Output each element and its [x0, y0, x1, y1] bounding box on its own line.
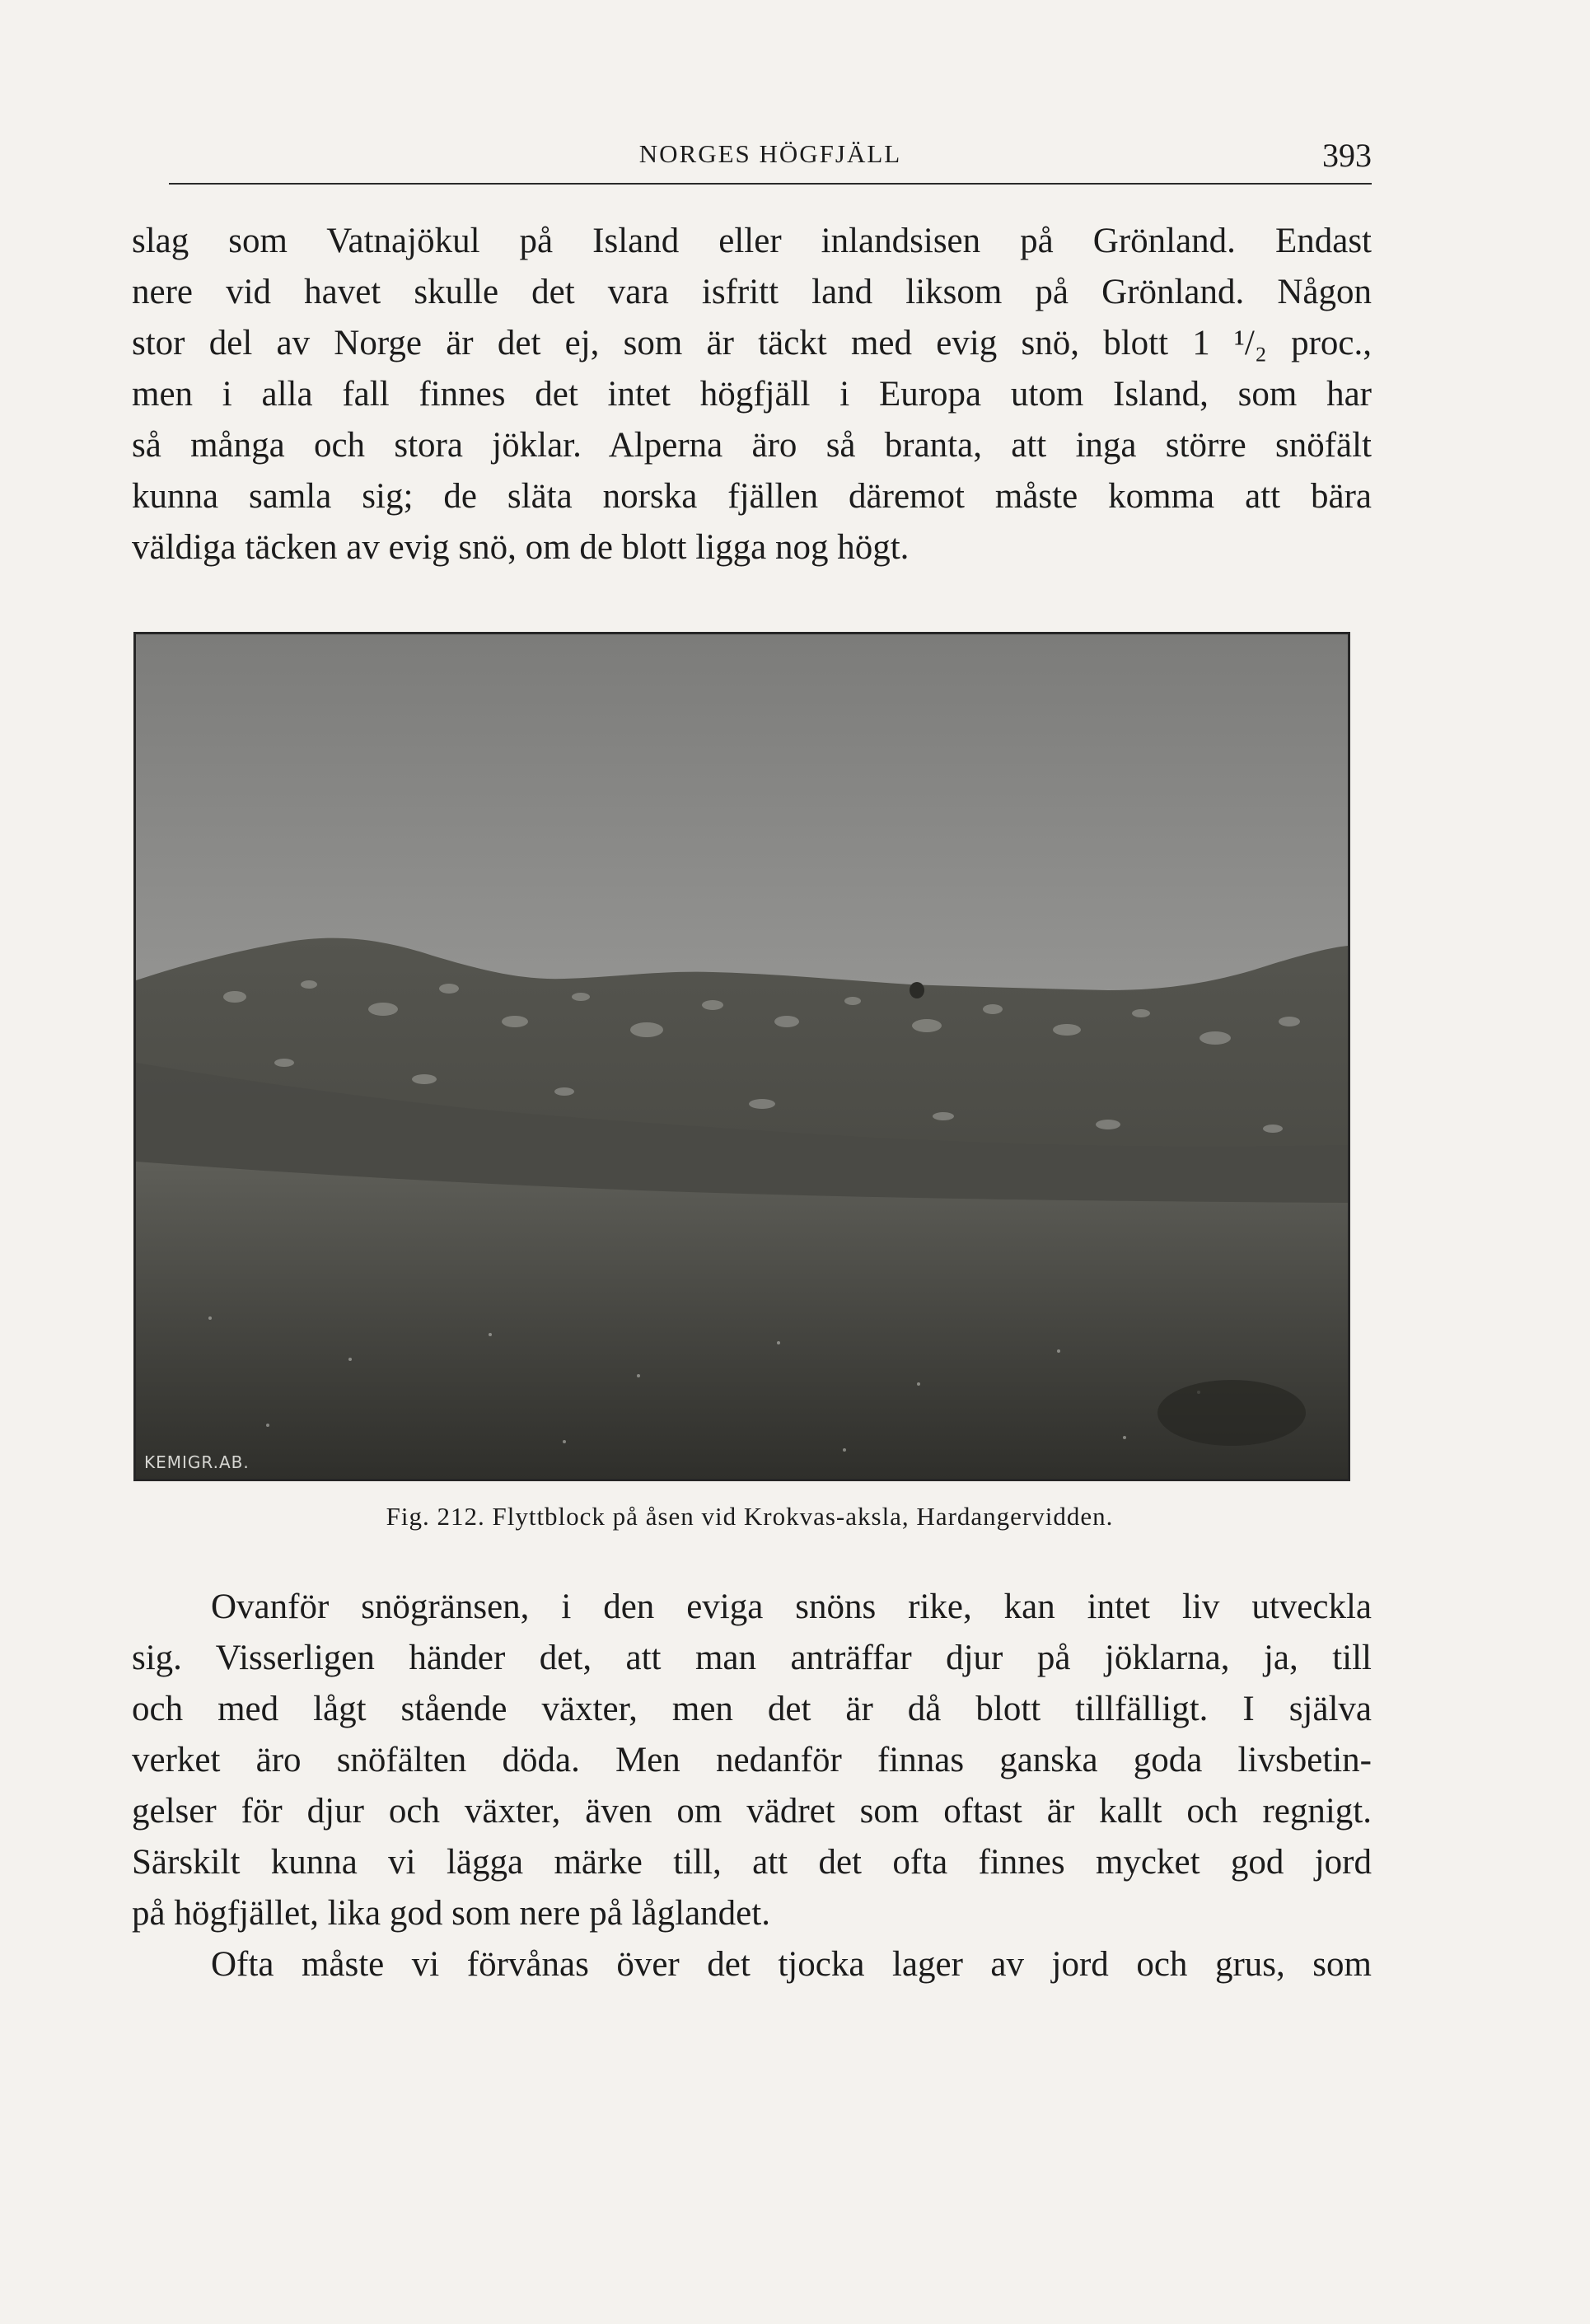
text-line: Ovanför snögränsen, i den eviga snöns rike, kan intet liv utveckla	[211, 1588, 1372, 1626]
text-line: gelser för djur och växter, även om vädret som oftast är kallt och regnigt.	[132, 1792, 1372, 1831]
paragraph-2	[132, 1582, 1372, 1939]
text-line: stor del av Norge är det ej, som är täckt med evig snö, blott 1 ¹/₂ proc.,	[132, 324, 1372, 362]
erratic-block	[910, 982, 924, 998]
page-number: 393	[1322, 137, 1372, 174]
text-line: slag som Vatnajökul på Island eller inlandsisen på Grönland. Endast	[132, 222, 1372, 260]
meadow	[136, 1162, 1348, 1479]
text-line: väldiga täcken av evig snö, om de blott ligga nog högt.	[132, 528, 910, 567]
text-line: på högfjället, lika god som nere på låglandet.	[132, 1894, 770, 1933]
landscape-photo	[136, 634, 1348, 1479]
header-rule	[169, 183, 1372, 185]
text-line: Ofta måste vi förvånas över det tjocka lager av jord och grus, som	[211, 1945, 1372, 1984]
text-line: kunna samla sig; de släta norska fjällen däremot måste komma att bära	[132, 477, 1372, 516]
text-line: men i alla fall finnes det intet högfjäll i Europa utom Island, som har	[132, 375, 1372, 414]
text-line: verket äro snöfälten döda. Men nedanför finnas ganska goda livsbetin-	[132, 1741, 1372, 1779]
photo-credit: KEMIGR.AB.	[144, 1452, 250, 1472]
text-line: Särskilt kunna vi lägga märke till, att det ofta finnes mycket god jord	[132, 1843, 1372, 1882]
figure-photograph	[133, 632, 1350, 1481]
paragraph-3	[132, 1939, 1372, 1990]
text-line: nere vid havet skulle det vara isfritt land liksom på Grönland. Någon	[132, 273, 1372, 311]
text-line: så många och stora jöklar. Alperna äro så branta, att inga större snöfält	[132, 426, 1372, 465]
text-line: sig. Visserligen händer det, att man anträffar djur på jöklarna, ja, till	[132, 1639, 1372, 1677]
foreground-mound	[1157, 1380, 1306, 1446]
text-line: och med lågt stående växter, men det är då blott tillfälligt. I själva	[132, 1690, 1372, 1728]
running-head	[169, 136, 1372, 185]
figure-caption: Fig. 212. Flyttblock på åsen vid Krokvas-aksla, Hardangervidden.	[386, 1502, 1114, 1531]
running-title: NORGES HÖGFJÄLL	[638, 139, 902, 168]
paragraph-1	[132, 216, 1372, 573]
